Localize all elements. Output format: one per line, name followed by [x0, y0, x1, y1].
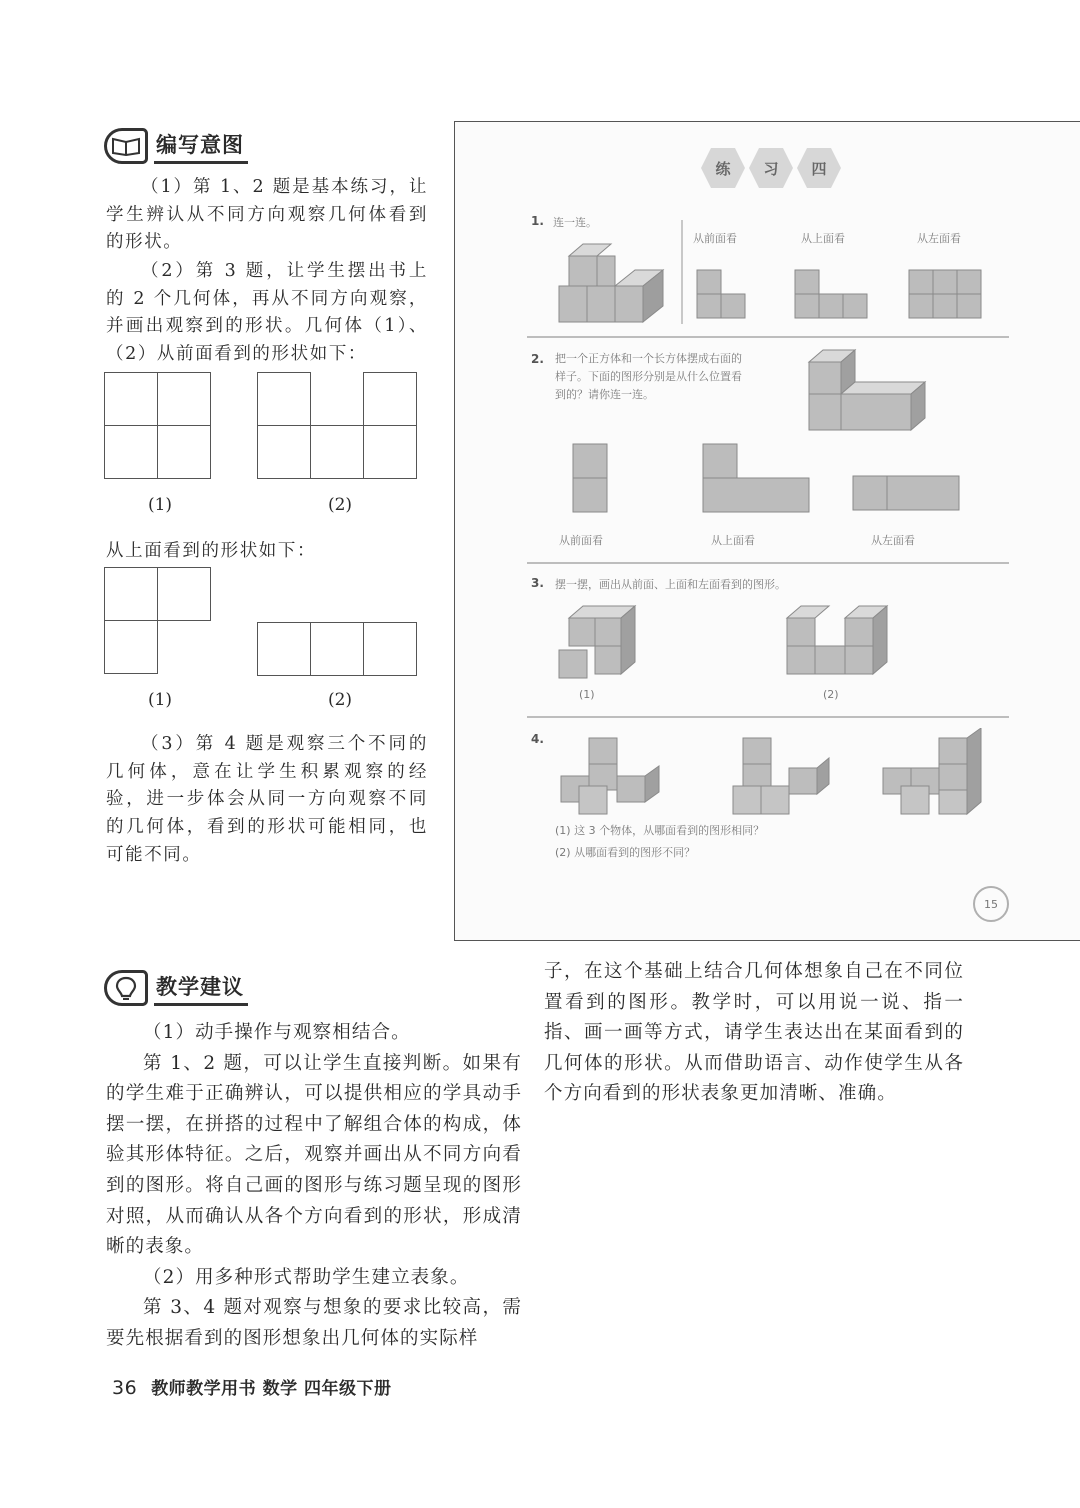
q3-label-2: (2) [823, 688, 839, 701]
q2-view-shape-b [701, 442, 813, 514]
body-paragraph: 第 1、2 题，可以让学生直接判断。如果有的学生难于正确辨认，可以提供相应的学具动手摆一摆，在拼搭的过程中了解组合体的构成，体验其形体特征。之后，观察并画出从不同方向看到的图形。将自己画的图形与练习题呈现的图形对照，从而确认从各个方向看到的形状，形成清晰的表象。 [106, 1052, 522, 1258]
top-caption-2: (2) [327, 690, 353, 710]
q3-number: 3. [531, 576, 544, 590]
paragraph-2: （2）第 3 题，让学生摆出书上的 2 个几何体，再从不同方向观察，并画出观察到的形状。几何体（1）、（2）从前面看到的形状如下： [106, 261, 428, 365]
section-header-writing-intent [104, 126, 248, 166]
q1-view-shape-a [695, 268, 751, 320]
q1-view-shape-c [907, 268, 987, 320]
page-footer [112, 1374, 392, 1399]
q1-view-label-front: 从前面看 [693, 232, 737, 245]
textbook-page-number: 15 [973, 886, 1009, 922]
paragraph-1: （1）第 1、2 题是基本练习，让学生辨认从不同方向观察几何体看到的形状。 [106, 177, 428, 253]
q1-number: 1. [531, 214, 544, 228]
body-right-column: 子，在这个基础上结合几何体想象自己在不同位置看到的图形。教学时，可以用说一说、指一指、画一画等方式，请学生表达出在某面看到的几何体的形状。从而借助语言、动作使学生从各个方向看到的形状表象更加清晰、准确。 [544, 961, 964, 1105]
q3-label-1: (1) [579, 688, 595, 701]
top-view-intro: 从上面看到的形状如下： [106, 541, 317, 561]
q2-view-label-front: 从前面看 [559, 534, 603, 547]
top-view-shape-1 [104, 567, 211, 674]
q3-figure-1 [555, 598, 647, 686]
top-caption-1: (1) [147, 690, 173, 710]
book-title: 教师教学用书 数学 四年级下册 [151, 1379, 392, 1399]
q1-view-label-left: 从左面看 [917, 232, 961, 245]
top-view-shape-2 [257, 622, 417, 676]
title-char-1: 练 [715, 160, 731, 178]
q4-sub-question-2: (2) 从哪面看到的图形不同？ [555, 846, 696, 859]
front-view-shape-2 [257, 372, 417, 479]
q2-figure [805, 346, 935, 436]
q1-text: 连一连。 [553, 216, 597, 229]
body-left-column [106, 1018, 522, 1355]
q2-view-shape-a [571, 442, 611, 514]
q1-cube-figure [555, 234, 675, 326]
q4-object-1 [555, 728, 667, 818]
front-caption-2: (2) [327, 495, 353, 515]
open-book-icon [104, 128, 148, 164]
divider [527, 336, 1009, 338]
q4-sub-question-1: (1) 这 3 个物体，从哪面看到的图形相同？ [555, 824, 765, 837]
divider [527, 716, 1009, 718]
title-char-2: 习 [763, 160, 779, 178]
q2-view-shape-c [851, 474, 963, 514]
q4-object-2 [729, 728, 841, 818]
q2-text: 把一个正方体和一个长方体摆成右面的样子。下面的图形分别是从什么位置看到的？请你连一连。 [555, 352, 742, 401]
page-number: 36 [112, 1377, 138, 1399]
body-paragraph: （2）用多种形式帮助学生建立表象。 [143, 1266, 470, 1288]
title-char-3: 四 [811, 160, 827, 178]
q4-number: 4. [531, 732, 544, 746]
body-paragraph: （1）动手操作与观察相结合。 [143, 1022, 411, 1043]
section-title: 教学建议 [154, 971, 248, 1006]
q1-view-label-top: 从上面看 [801, 232, 845, 245]
q4-object-3 [877, 728, 989, 818]
section-header-teaching-suggestions [104, 968, 248, 1008]
front-view-shape-1 [104, 372, 211, 479]
front-caption-1: (1) [147, 495, 173, 515]
divider [527, 562, 1009, 564]
q2-view-label-top: 从上面看 [711, 534, 755, 547]
q1-view-shape-b [793, 268, 871, 320]
q3-text: 摆一摆，画出从前面、上面和左面看到的图形。 [555, 578, 786, 591]
paragraph-3: （3）第 4 题是观察三个不同的几何体，意在让学生积累观察的经验，进一步体会从同一方向观察不同的几何体，看到的形状可能相同，也可能不同。 [106, 734, 428, 865]
q2-view-label-left: 从左面看 [871, 534, 915, 547]
lightbulb-icon [104, 970, 148, 1006]
section-title: 编写意图 [154, 129, 248, 164]
body-paragraph: 第 3、4 题对观察与想象的要求比较高，需要先根据看到的图形想象出几何体的实际样 [106, 1297, 522, 1349]
q1-divider [681, 220, 683, 324]
q3-figure-2 [783, 598, 895, 680]
q2-number: 2. [531, 352, 544, 366]
textbook-page-image [454, 121, 1080, 941]
